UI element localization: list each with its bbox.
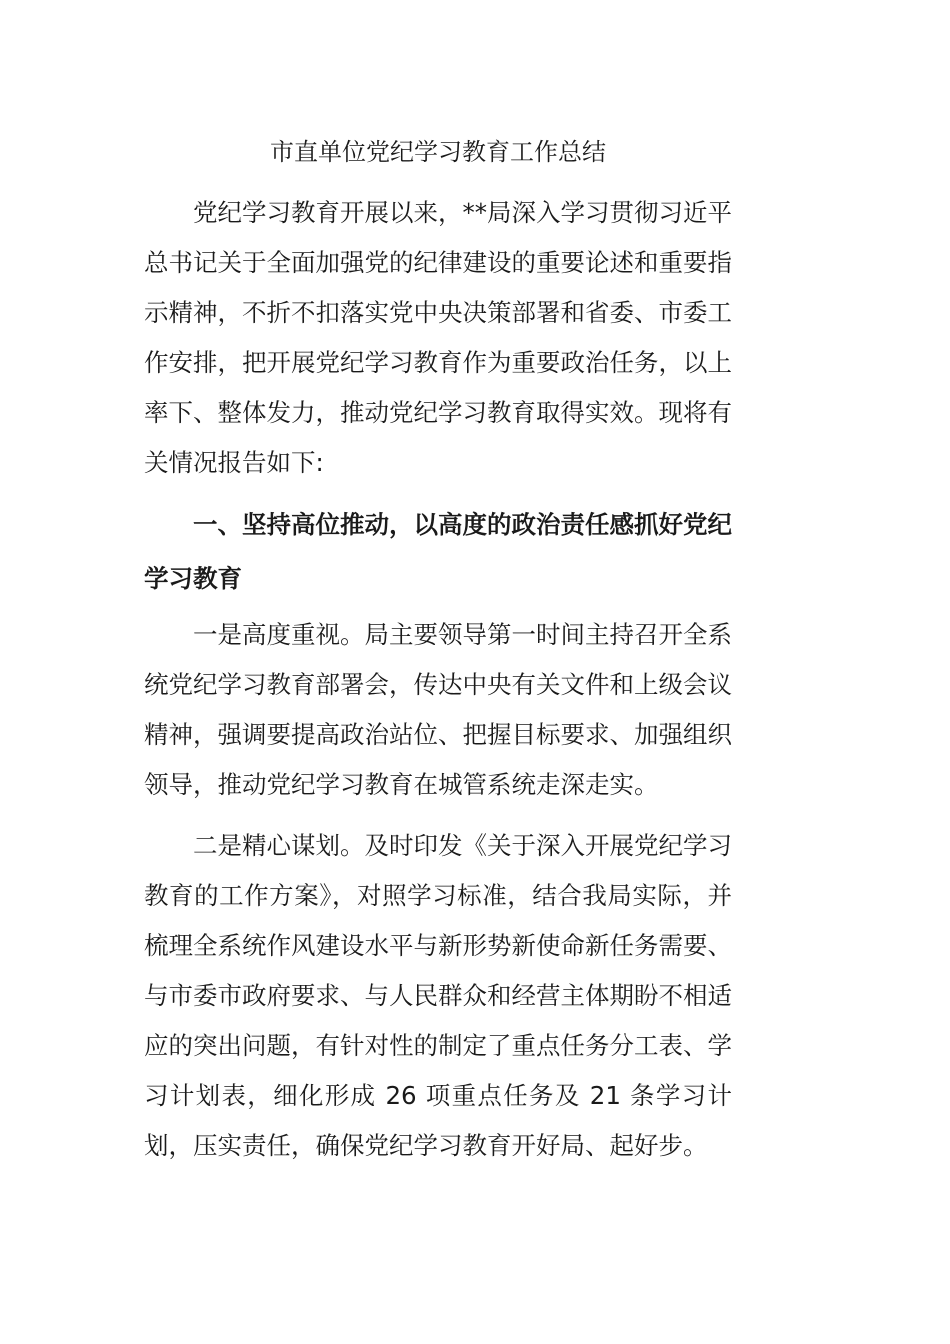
intro-paragraph: 党纪学习教育开展以来，**局深入学习贯彻习近平总书记关于全面加强党的纪律建设的重要论述和重要指示精神，不折不扣落实党中央决策部署和省委、市委工作安排，把开展党纪学习教育作为重要政治任务，以上率下、整体发力，推动党纪学习教育取得实效。现将有关情况报告如下: xyxy=(144,198,732,477)
section-heading-1: 一、坚持高位推动，以高度的政治责任感抓好党纪学习教育 xyxy=(144,510,732,593)
section-1-item-1-paragraph: 一是高度重视。局主要领导第一时间主持召开全系统党纪学习教育部署会，传达中央有关文件和上级会议精神，强调要提高政治站位、把握目标要求、加强组织领导，推动党纪学习教育在城管系统走深走实。 xyxy=(144,620,732,799)
document-page xyxy=(144,0,732,1344)
document-title: 市直单位党纪学习教育工作总结 xyxy=(270,138,606,166)
section-1-item-2-paragraph: 二是精心谋划。及时印发《关于深入开展党纪学习教育的工作方案》，对照学习标准，结合我局实际，并梳理全系统作风建设水平与新形势新使命新任务需要、与市委市政府要求、与人民群众和经营主体期盼不相适应的突出问题，有针对性的制定了重点任务分工表、学习计划表，细化形成 26 项重点任务及 21 条学习计划，压实责任，确保党纪学习教育开好局、起好步。 xyxy=(144,831,732,1160)
